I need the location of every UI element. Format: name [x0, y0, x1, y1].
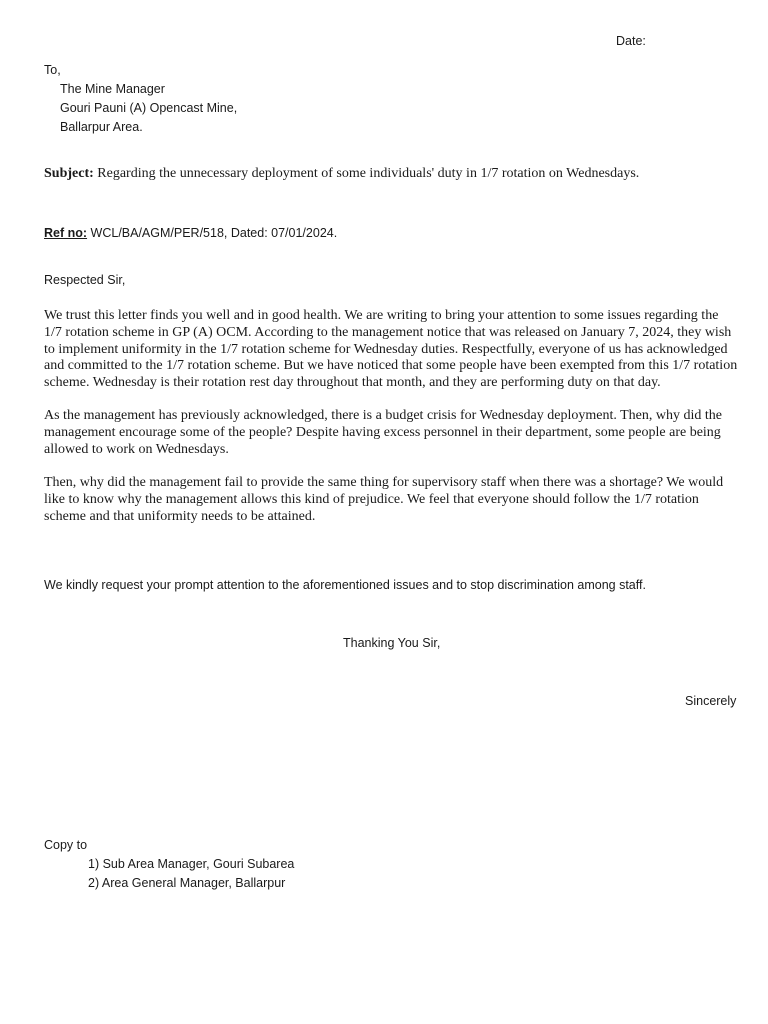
reference-label: Ref no: — [44, 226, 88, 240]
copy-to-block — [44, 836, 294, 893]
date-label: Date: — [616, 34, 646, 48]
copy-to-label: Copy to — [44, 838, 88, 852]
subject-text: Regarding the unnecessary deployment of some individuals' duty in 1/7 rotation on Wednesdays. — [93, 166, 640, 181]
thanks-line: Thanking You Sir, — [343, 636, 441, 650]
copy-to-item: 2) Area General Manager, Ballarpur — [88, 876, 286, 890]
request-paragraph: We kindly request your prompt attention to the aforementioned issues and to stop discrimination among staff. — [44, 578, 646, 592]
recipient-line-area: Ballarpur Area. — [60, 120, 143, 134]
subject-label: Subject: — [44, 166, 94, 181]
recipient-line-mine: Gouri Pauni (A) Opencast Mine, — [60, 101, 238, 115]
subject-line — [44, 166, 744, 183]
sign-off: Sincerely — [685, 694, 737, 708]
recipient-block — [44, 61, 237, 137]
salutation: Respected Sir, — [44, 273, 126, 287]
to-label: To, — [44, 63, 61, 77]
reference-line — [44, 224, 337, 243]
reference-text: WCL/BA/AGM/PER/518, Dated: 07/01/2024. — [87, 226, 338, 240]
copy-to-item: 1) Sub Area Manager, Gouri Subarea — [88, 857, 295, 871]
recipient-line-title: The Mine Manager — [60, 82, 165, 96]
body-paragraph: We trust this letter finds you well and in good health. We are writing to bring your attention to some issues regarding the 1/7 rotation scheme in GP (A) OCM. According to the management notice that was released on January 7, 2024, they wish to implement uniformity in the 1/7 rotation scheme for Wednesday duties. Respectfully, everyone of us has acknowledged and committed to the 1/7 rotation scheme. But we have noticed that some people have been exempted from this 1/7 rotation scheme. Wednesday is their rotation rest day throughout that month, and they are performing duty on that day. — [44, 308, 738, 391]
body-paragraph: As the management has previously acknowledged, there is a budget crisis for Wednesday deployment. Then, why did the management encourage some of the people? Despite having excess personnel in their department, some people are being allowed to work on Wednesdays. — [44, 408, 722, 457]
body-paragraph: Then, why did the management fail to provide the same thing for supervisory staff when there was a shortage? We would like to know why the management allows this kind of prejudice. We feel that everyone should follow the 1/7 rotation scheme and that uniformity needs to be attained. — [44, 475, 724, 524]
